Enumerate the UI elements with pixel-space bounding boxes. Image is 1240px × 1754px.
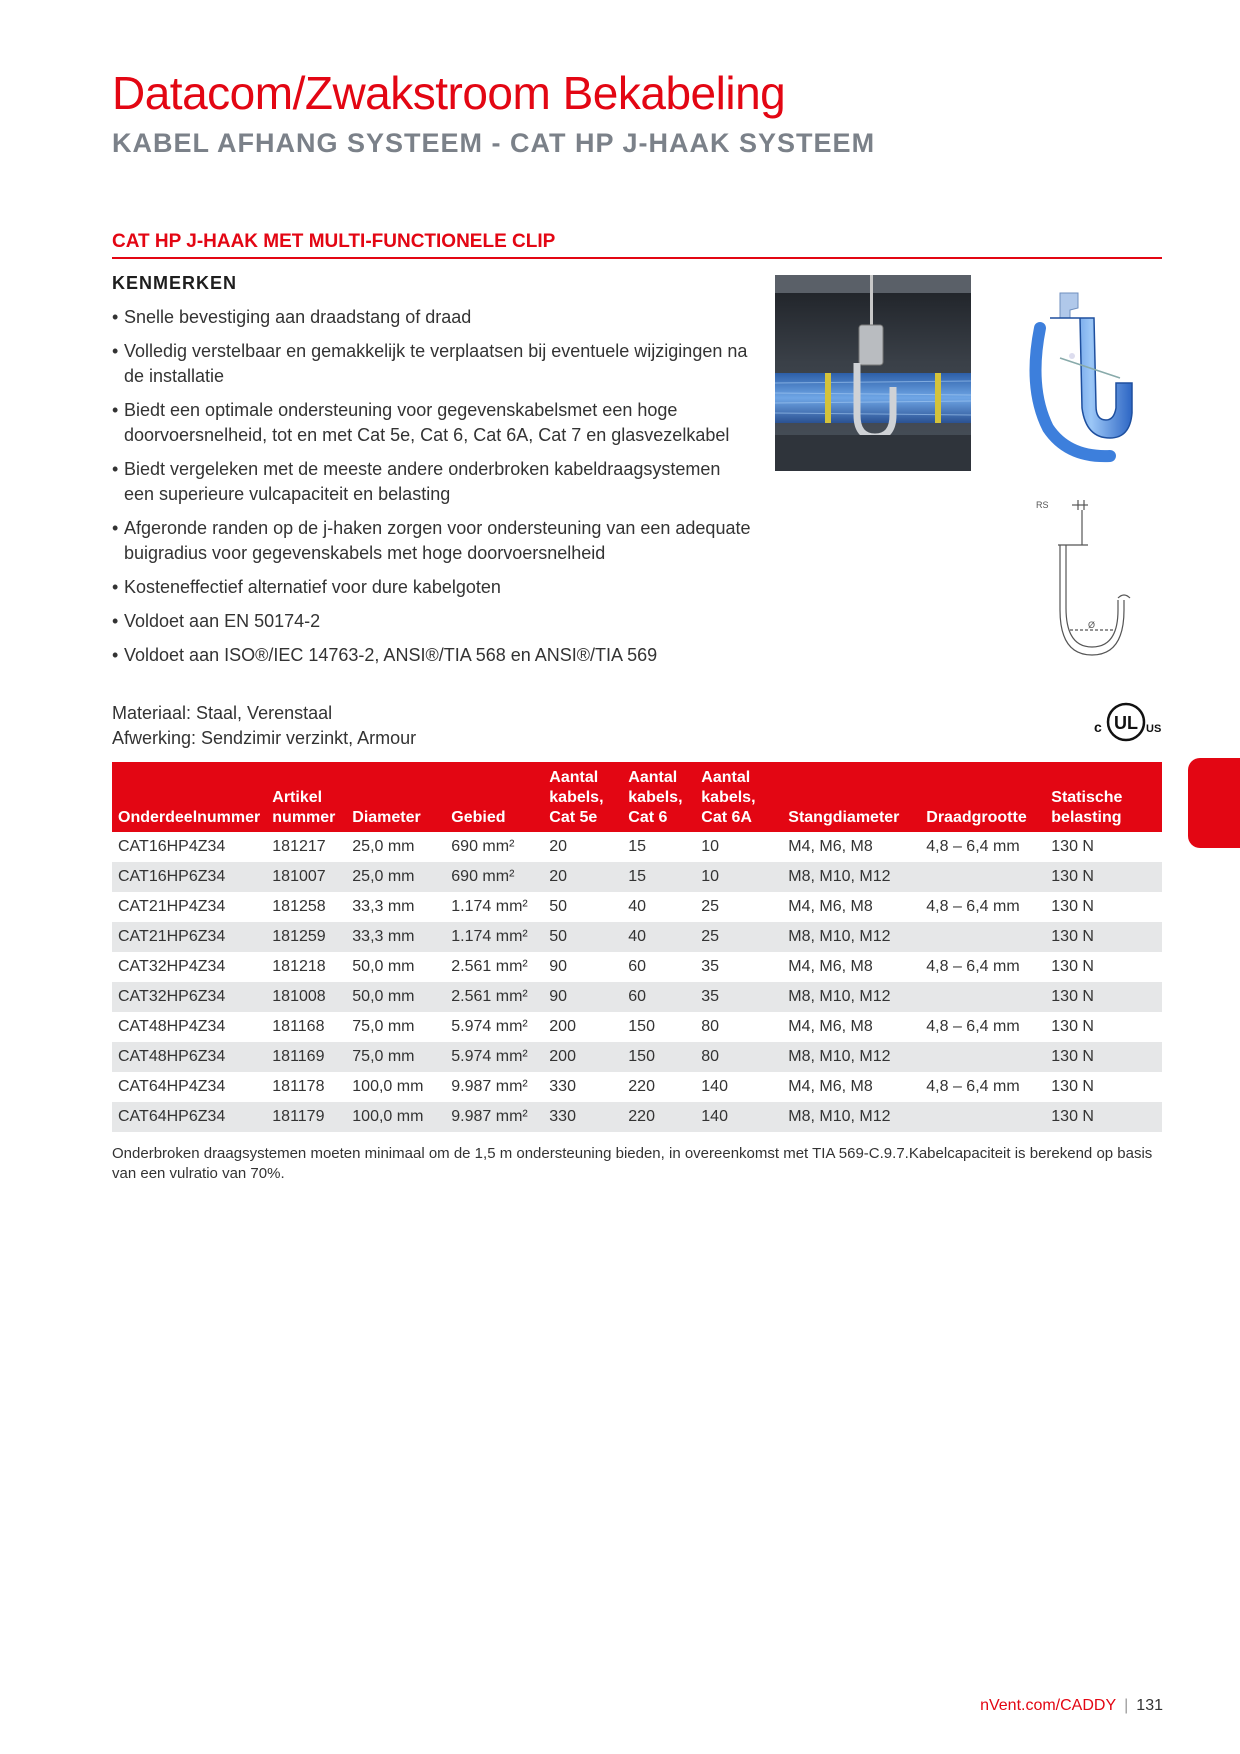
material-info <box>112 701 416 751</box>
cell: CAT64HP6Z34 <box>112 1102 266 1132</box>
cell: M4, M6, M8 <box>788 1078 873 1095</box>
cell: 4,8 – 6,4 mm <box>926 958 1020 975</box>
cell: 130 N <box>1045 1102 1162 1132</box>
cell: M4, M6, M8 <box>788 898 873 915</box>
technical-drawing <box>1030 490 1140 670</box>
cell: 15 <box>628 838 647 855</box>
cell: 181258 <box>272 898 326 915</box>
cell: 150 <box>622 1042 695 1072</box>
cell: 140 <box>695 1102 782 1132</box>
cell: CAT16HP6Z34 <box>112 862 266 892</box>
features-list <box>112 305 752 677</box>
cell: 4,8 – 6,4 mm <box>926 1078 1020 1095</box>
cell: 181168 <box>272 1018 325 1035</box>
col-header-gebied: Gebied <box>445 762 543 832</box>
cell: 20 <box>549 838 568 855</box>
cell: 60 <box>622 982 695 1012</box>
cell: 50,0 mm <box>346 982 445 1012</box>
feature-item: • Snelle bevestiging aan draadstang of draad <box>112 305 752 330</box>
cell: 181218 <box>272 958 326 975</box>
cell <box>920 922 1045 952</box>
table-row <box>112 892 1162 922</box>
cell: 100,0 mm <box>346 1102 445 1132</box>
cell: M8, M10, M12 <box>782 982 920 1012</box>
table-row <box>112 832 1162 862</box>
cell: M8, M10, M12 <box>782 862 920 892</box>
feature-item: • Biedt vergeleken met de meeste andere onderbroken kabeldraagsystemen een superieure vulcapaciteit en belasting <box>112 457 752 507</box>
cell <box>920 982 1045 1012</box>
cell: CAT48HP4Z34 <box>118 1018 226 1035</box>
table-row <box>112 1042 1162 1072</box>
cell: M8, M10, M12 <box>782 922 920 952</box>
table-row <box>112 1012 1162 1042</box>
feature-item: • Biedt een optimale ondersteuning voor gegevenskabelsmet een hoge doorvoersnelheid, tot en met Cat 5e, Cat 6, Cat 6A, Cat 7 en glasvezelkabel <box>112 398 752 448</box>
cell: 40 <box>628 898 647 915</box>
cell: 150 <box>628 1018 655 1035</box>
col-header-cat6: Aantal kabels, Cat 6 <box>622 762 695 832</box>
cell: 330 <box>549 1078 576 1095</box>
cell: 130 N <box>1051 958 1094 975</box>
svg-text:c: c <box>1094 719 1102 735</box>
cell: 130 N <box>1051 1078 1094 1095</box>
cell: CAT48HP6Z34 <box>112 1042 266 1072</box>
cell: 5.974 mm² <box>445 1042 543 1072</box>
cell: CAT16HP4Z34 <box>118 838 226 855</box>
cell: 35 <box>701 958 720 975</box>
cell: 25,0 mm <box>346 862 445 892</box>
cell: 25,0 mm <box>352 838 415 855</box>
cell: 40 <box>622 922 695 952</box>
section-title: CAT HP J-HAAK MET MULTI-FUNCTIONELE CLIP <box>112 231 1162 259</box>
cell: 220 <box>622 1102 695 1132</box>
cell: 50 <box>549 898 568 915</box>
diameter-label: Ø <box>1088 620 1096 630</box>
feature-item: • Kosteneffectief alternatief voor dure kabelgoten <box>112 575 752 600</box>
cell: 181178 <box>272 1078 325 1095</box>
rs-label: RS <box>1036 500 1049 510</box>
cell <box>920 1042 1045 1072</box>
chapter-tab <box>1188 758 1240 848</box>
table-row <box>112 1102 1162 1132</box>
feature-item: • Voldoet aan EN 50174-2 <box>112 609 752 634</box>
svg-text:US: US <box>1146 723 1162 735</box>
cell: 50 <box>543 922 622 952</box>
cell: 181008 <box>266 982 346 1012</box>
cell: 130 N <box>1045 1042 1162 1072</box>
cell: 25 <box>701 898 720 915</box>
cell: 9.987 mm² <box>451 1078 528 1095</box>
finish-text: Afwerking: Sendzimir verzinkt, Armour <box>112 728 417 748</box>
svg-text:UL: UL <box>1114 713 1138 733</box>
spec-table <box>112 762 1162 1132</box>
cell: 90 <box>549 958 568 975</box>
cell: 181179 <box>266 1102 346 1132</box>
cell: 181259 <box>266 922 346 952</box>
cell: 50,0 mm <box>352 958 415 975</box>
cell: 200 <box>543 1042 622 1072</box>
footer-divider: | <box>1124 1697 1129 1714</box>
cell: 4,8 – 6,4 mm <box>926 838 1020 855</box>
cell: 130 N <box>1051 1018 1094 1035</box>
cell: 25 <box>695 922 782 952</box>
cell: 330 <box>543 1102 622 1132</box>
col-header-draadgrootte: Draadgrootte <box>920 762 1045 832</box>
feature-item: • Volledig verstelbaar en gemakkelijk te verplaatsen bij eventuele wijzigingen na de installatie <box>112 339 752 389</box>
cell: 80 <box>701 1018 720 1035</box>
cell: 4,8 – 6,4 mm <box>926 1018 1020 1035</box>
cell: 181007 <box>266 862 346 892</box>
cell: 220 <box>628 1078 655 1095</box>
cell: 10 <box>695 862 782 892</box>
feature-item: • Voldoet aan ISO®/IEC 14763-2, ANSI®/TIA 568 en ANSI®/TIA 569 <box>112 643 752 668</box>
col-header-onderdeelnummer: Onderdeelnummer <box>112 762 266 832</box>
cell: 75,0 mm <box>352 1018 415 1035</box>
cell: 33,3 mm <box>346 922 445 952</box>
cell: 130 N <box>1045 862 1162 892</box>
cell: CAT21HP4Z34 <box>118 898 226 915</box>
cell: CAT64HP4Z34 <box>118 1078 226 1095</box>
product-photo <box>775 275 971 471</box>
cell: 2.561 mm² <box>445 982 543 1012</box>
cell: 181217 <box>272 838 326 855</box>
col-header-stangdiameter: Stangdiameter <box>782 762 920 832</box>
col-header-statische-belasting: Statische belasting <box>1045 762 1162 832</box>
cell: 4,8 – 6,4 mm <box>926 898 1020 915</box>
cell: 20 <box>543 862 622 892</box>
cell: M4, M6, M8 <box>788 838 873 855</box>
table-header-row <box>112 762 1162 832</box>
footer-url[interactable]: nVent.com/CADDY <box>980 1697 1117 1714</box>
cell: 35 <box>695 982 782 1012</box>
cell <box>920 1102 1045 1132</box>
col-header-cat6a: Aantal kabels, Cat 6A <box>695 762 782 832</box>
cell: M8, M10, M12 <box>782 1042 920 1072</box>
cell: 130 N <box>1045 922 1162 952</box>
cell: CAT21HP6Z34 <box>112 922 266 952</box>
features-heading: KENMERKEN <box>112 273 238 293</box>
page-subtitle: KABEL AFHANG SYSTEEM - CAT HP J-HAAK SYSTEEM <box>112 128 876 158</box>
cell: CAT32HP4Z34 <box>118 958 226 975</box>
cell: 1.174 mm² <box>445 922 543 952</box>
cell: 10 <box>701 838 720 855</box>
ul-certification-logo <box>1090 700 1162 744</box>
table-row <box>112 952 1162 982</box>
page-number: 131 <box>1136 1697 1163 1714</box>
cell: 130 N <box>1045 982 1162 1012</box>
col-header-artikelnummer: Artikel nummer <box>266 762 346 832</box>
j-hook-image <box>1020 288 1145 463</box>
col-header-cat5e: Aantal kabels, Cat 5e <box>543 762 622 832</box>
cell <box>920 862 1045 892</box>
cell: M4, M6, M8 <box>788 958 873 975</box>
table-row <box>112 1072 1162 1102</box>
cell: 90 <box>543 982 622 1012</box>
cell: CAT32HP6Z34 <box>112 982 266 1012</box>
table-row <box>112 922 1162 952</box>
table-row <box>112 982 1162 1012</box>
cell: 80 <box>695 1042 782 1072</box>
cell: M8, M10, M12 <box>782 1102 920 1132</box>
cell: 2.561 mm² <box>451 958 528 975</box>
cell: M4, M6, M8 <box>788 1018 873 1035</box>
page-title: Datacom/Zwakstroom Bekabeling <box>112 67 786 119</box>
col-header-diameter: Diameter <box>346 762 445 832</box>
material-text: Materiaal: Staal, Verenstaal <box>112 703 333 723</box>
table-footnote: Onderbroken draagsystemen moeten minimaal om de 1,5 m ondersteuning bieden, in overeenkomst met TIA 569-C.9.7.Kabelcapaciteit is berekend op basis van een vulratio van 70%. <box>112 1145 1153 1182</box>
cell: 130 N <box>1051 838 1094 855</box>
cell: 690 mm² <box>445 862 543 892</box>
cell: 130 N <box>1051 898 1094 915</box>
cell: 140 <box>701 1078 728 1095</box>
cell: 75,0 mm <box>346 1042 445 1072</box>
cell: 33,3 mm <box>352 898 415 915</box>
table-row <box>112 862 1162 892</box>
cell: 690 mm² <box>451 838 515 855</box>
cell: 200 <box>549 1018 576 1035</box>
cell: 1.174 mm² <box>451 898 528 915</box>
cell: 60 <box>628 958 647 975</box>
cell: 15 <box>622 862 695 892</box>
cell: 9.987 mm² <box>445 1102 543 1132</box>
cell: 5.974 mm² <box>451 1018 528 1035</box>
cell: 100,0 mm <box>352 1078 424 1095</box>
page-footer <box>980 1697 1163 1715</box>
feature-item: • Afgeronde randen op de j-haken zorgen voor ondersteuning van een adequate buigradius voor gegevenskabels met hoge doorvoersnelheid <box>112 516 752 566</box>
cell: 181169 <box>266 1042 346 1072</box>
